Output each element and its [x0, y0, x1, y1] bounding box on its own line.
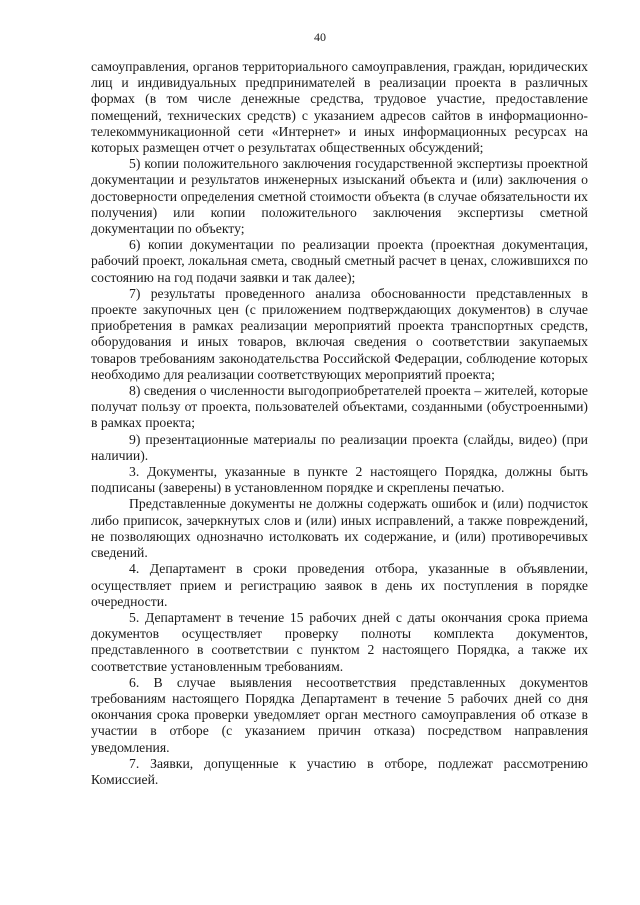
paragraph-item-5: 5) копии положительного заключения государственной экспертизы проектной документации и результатов инженерных изысканий объекта и (или) заключения о достоверности определения сметной стоимости объекта (в случае обязательности их получения) или копии положительного заключения экспертизы сметной документации по объекту;: [91, 156, 588, 237]
paragraph-item-6: 6) копии документации по реализации проекта (проектная документация, рабочий проект, локальная смета, сводный сметный расчет в ценах, сложившихся по состоянию на год подачи заявки и так далее);: [91, 237, 588, 285]
document-body: [91, 59, 588, 788]
paragraph-clause-3-requirements: Представленные документы не должны содержать ошибок и (или) подчисток либо приписок, зачеркнутых слов и (или) иных исправлений, а также повреждений, не позволяющих однозначно истолковать их содержание, и (или) противоречивых сведений.: [91, 496, 588, 561]
paragraph-item-8: 8) сведения о численности выгодоприобретателей проекта – жителей, которые получат пользу от проекта, пользователей объектами, созданными (обустроенными) в рамках проекта;: [91, 383, 588, 431]
paragraph-clause-6: 6. В случае выявления несоответствия представленных документов требованиям настоящего Порядка Департамент в течение 5 рабочих дней со дня окончания срока проверки уведомляет орган местного самоуправления об отказе в участии в отборе (с указанием причин отказа) посредством направления уведомления.: [91, 674, 588, 755]
paragraph-continuation: самоуправления, органов территориального самоуправления, граждан, юридических лиц и индивидуальных предпринимателей в реализации проекта в различных формах (в том числе денежные средства, трудовое участие, предоставление помещений, технических средств) с указанием адресов сайтов в информационно-телекоммуникационной сети «Интернет» и иных информационных ресурсах на которых размещен отчет о результатах общественных обсуждений;: [91, 59, 588, 156]
paragraph-clause-3: 3. Документы, указанные в пункте 2 настоящего Порядка, должны быть подписаны (заверены) в установленном порядке и скреплены печатью.: [91, 464, 588, 496]
paragraph-clause-4: 4. Департамент в сроки проведения отбора, указанные в объявлении, осуществляет прием и регистрацию заявок в день их поступления в порядке очередности.: [91, 561, 588, 609]
page-number: 40: [314, 30, 326, 44]
paragraph-item-9: 9) презентационные материалы по реализации проекта (слайды, видео) (при наличии).: [91, 431, 588, 463]
paragraph-clause-7: 7. Заявки, допущенные к участию в отборе, подлежат рассмотрению Комиссией.: [91, 755, 588, 787]
paragraph-item-7: 7) результаты проведенного анализа обоснованности представленных в проекте закупочных цен (с приложением подтверждающих документов) в случае приобретения в рамках реализации мероприятий проекта транспортных средств, оборудования и иных товаров, включая сведения о соответствии закупаемых товаров требованиям законодательства Российской Федерации, соблюдение которых необходимо для реализации соответствующих мероприятий проекта;: [91, 285, 588, 382]
paragraph-clause-5: 5. Департамент в течение 15 рабочих дней с даты окончания срока приема документов осуществляет проверку полноты комплекта документов, представленного в соответствии с пунктом 2 настоящего Порядка, а также их соответствие установленным требованиям.: [91, 609, 588, 674]
